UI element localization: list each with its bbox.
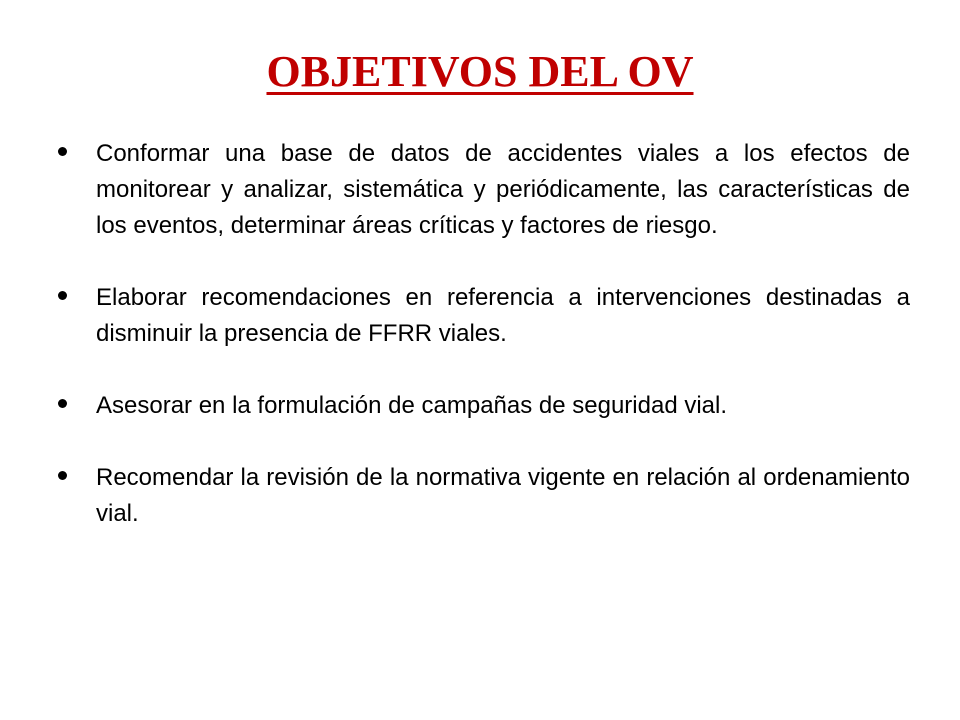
bullet-dot-icon	[58, 147, 67, 156]
bullet-dot-icon	[58, 471, 67, 480]
bullet-list	[58, 136, 910, 532]
bullet-text: Elaborar recomendaciones en referencia a intervenciones destinadas a disminuir la presencia de FFRR viales.	[96, 284, 910, 347]
bullet-text: Recomendar la revisión de la normativa vigente en relación al ordenamiento vial.	[96, 464, 910, 527]
bullet-item	[58, 460, 910, 532]
bullet-dot-icon	[58, 291, 67, 300]
bullet-item	[58, 136, 910, 244]
slide-title: OBJETIVOS DEL OV	[266, 47, 694, 96]
bullet-text: Conformar una base de datos de accidentes viales a los efectos de monitorear y analizar, sistemática y periódicamente, las características de los eventos, determinar áreas críticas y factores de riesgo.	[96, 140, 910, 239]
bullet-dot-icon	[58, 399, 67, 408]
bullet-item	[58, 388, 910, 424]
bullet-item	[58, 280, 910, 352]
bullet-text: Asesorar en la formulación de campañas de seguridad vial.	[96, 392, 728, 419]
